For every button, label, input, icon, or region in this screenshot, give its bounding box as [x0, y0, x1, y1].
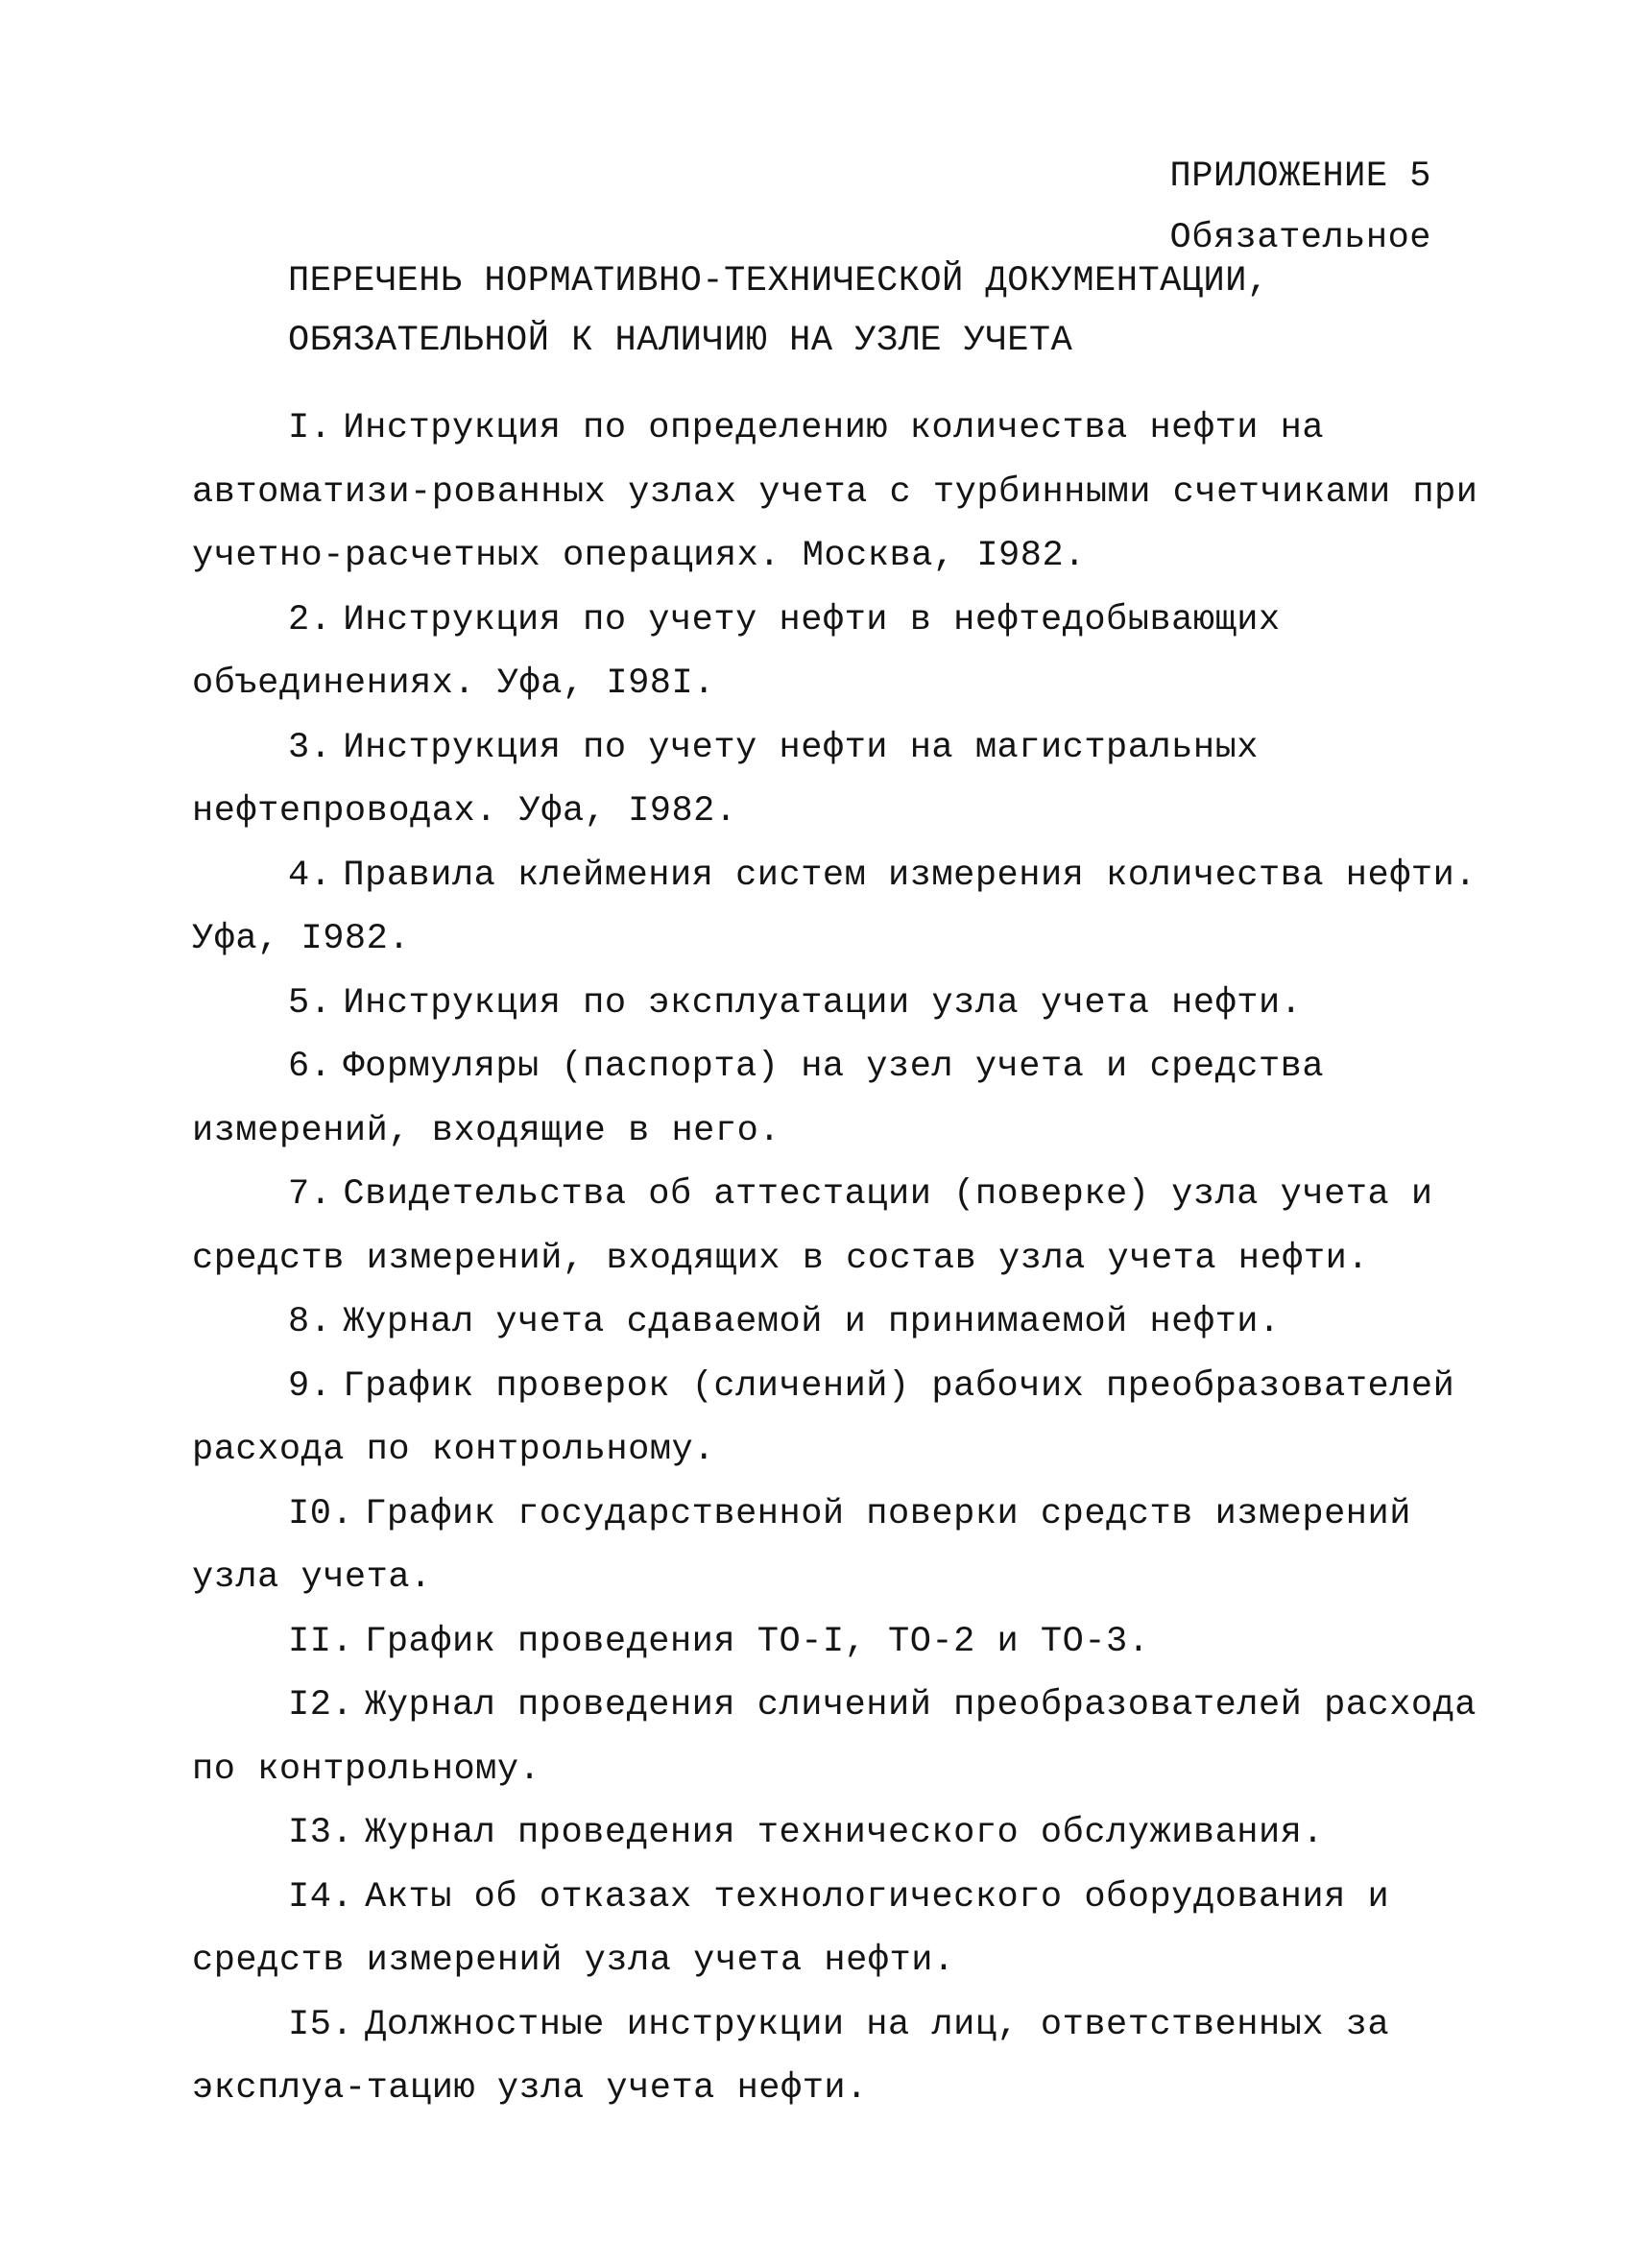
list-item-text: Формуляры (паспорта) на узел учета и средства измерений, входящие в него. [192, 1047, 1325, 1151]
list-item [192, 1291, 1488, 1355]
list-item [192, 1035, 1488, 1163]
list-item-text: Журнал проведения сличений преобразователей расхода по контрольному. [192, 1685, 1477, 1790]
list-item [192, 589, 1488, 716]
document-title-line-1: ПЕРЕЧЕНЬ НОРМАТИВНО-ТЕХНИЧЕСКОЙ ДОКУМЕНТАЦИИ, [288, 261, 1269, 302]
list-item [192, 397, 1488, 589]
list-item-text: Инструкция по определению количества нефти на автоматизи-рованных узлах учета с турбинными счетчиками при учетно-расчетных операциях. Москва, I982. [192, 408, 1478, 576]
list-item-text: Должностные инструкции на лиц, ответственных за эксплуа-тацию узла учета нефти. [192, 2004, 1390, 2109]
list-item-text: Журнал проведения технического обслуживания. [365, 1813, 1325, 1853]
list-item-text: Инструкция по эксплуатации узла учета нефти. [343, 982, 1303, 1024]
list-item [192, 1483, 1488, 1610]
list-item [192, 1993, 1488, 2121]
list-item-number: I2. [288, 1685, 354, 1725]
document-title-line-2: ОБЯЗАТЕЛЬНОЙ К НАЛИЧИЮ НА УЗЛЕ УЧЕТА [288, 321, 1073, 361]
list-item-number: I. [288, 408, 332, 448]
list-item-number: I5. [288, 2004, 354, 2045]
list-item-number: 8. [288, 1302, 332, 1342]
appendix-label [1170, 146, 1431, 269]
list-item-text: График проведения ТО-I, ТО-2 и ТО-3. [365, 1621, 1150, 1662]
list-item-number: 7. [288, 1174, 332, 1215]
list-item [192, 716, 1488, 844]
list-item-text: Инструкция по учету нефти в нефтедобывающих объединениях. Уфа, I98I. [192, 599, 1281, 704]
list-item-number: 5. [288, 982, 332, 1024]
list-item [192, 1674, 1488, 1801]
list-item-text: Акты об отказах технологического оборудования и средств измерений узла учета нефти. [192, 1876, 1390, 1981]
list-item [192, 1355, 1488, 1483]
list-item-number: I0. [288, 1493, 354, 1534]
list-item-text: Журнал учета сдаваемой и принимаемой нефти. [343, 1302, 1281, 1342]
list-item [192, 844, 1488, 972]
appendix-number: ПРИЛОЖЕНИЕ 5 [1169, 157, 1431, 197]
list-item [192, 1801, 1488, 1866]
list-item-text: График государственной поверки средств измерений узла учета. [192, 1493, 1411, 1598]
document-title [288, 252, 1269, 371]
list-item-text: Правила клеймения систем измерения количества нефти. Уфа, I982. [192, 855, 1477, 959]
list-item-number: I3. [288, 1813, 354, 1853]
list-item-text: Инструкция по учету нефти на магистральных нефтепроводах. Уфа, I982. [192, 727, 1259, 832]
list-item-number: 3. [288, 727, 332, 768]
list-item-number: I4. [288, 1876, 354, 1918]
list-item-number: 9. [288, 1365, 332, 1407]
appendix-status: Обязательное [1169, 218, 1431, 258]
list-item [192, 1610, 1488, 1675]
document-list [192, 397, 1488, 2121]
list-item-text: Свидетельства об аттестации (поверке) узла учета и средств измерений, входящих в состав узла учета нефти. [192, 1174, 1433, 1279]
list-item-number: II. [288, 1621, 354, 1662]
list-item-text: График проверок (сличений) рабочих преобразователей расхода по контрольному. [192, 1365, 1455, 1470]
list-item [192, 1866, 1488, 1993]
list-item [192, 972, 1488, 1036]
list-item-number: 6. [288, 1047, 332, 1087]
list-item-number: 2. [288, 599, 332, 640]
list-item [192, 1163, 1488, 1291]
list-item-number: 4. [288, 855, 332, 896]
